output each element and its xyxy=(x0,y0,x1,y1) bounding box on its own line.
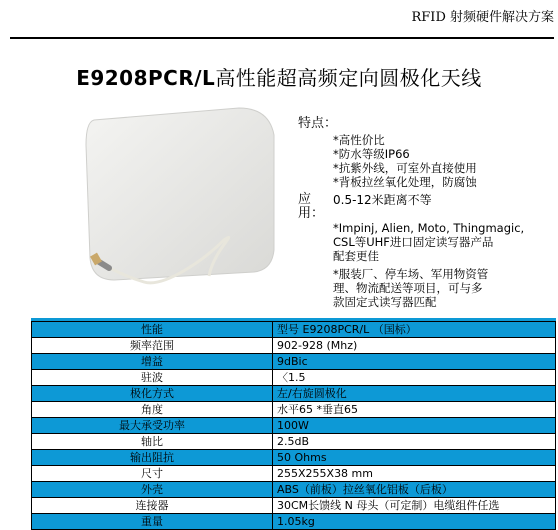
features-block xyxy=(298,117,553,309)
spec-row xyxy=(32,386,556,402)
spec-row xyxy=(32,434,556,450)
spec-label: 极化方式 xyxy=(32,386,273,402)
spec-label: 性能 xyxy=(32,322,273,338)
spec-label: 最大承受功率 xyxy=(32,418,273,434)
spec-value: 100W xyxy=(273,418,556,434)
spec-row xyxy=(32,338,556,354)
feature-item: *防水等级IP66 xyxy=(333,147,410,161)
product-title xyxy=(0,62,558,91)
spec-row xyxy=(32,370,556,386)
feature-item: *高性价比 xyxy=(333,133,385,147)
spec-label: 重量 xyxy=(32,514,273,530)
spec-label: 连接器 xyxy=(32,498,273,514)
spec-row xyxy=(32,354,556,370)
spec-value: 255X255X38 mm xyxy=(273,466,556,482)
spec-row xyxy=(32,450,556,466)
spec-value: 9dBic xyxy=(273,354,556,370)
spec-label: 角度 xyxy=(32,402,273,418)
spec-value: 30CM长馈线 N 母头（可定制）电缆组件任选 xyxy=(273,498,556,514)
spec-value: 左/右旋圆极化 xyxy=(273,386,556,402)
features-heading: 特点： xyxy=(298,116,338,131)
industry-line: 款固定式读写器匹配 xyxy=(333,295,437,309)
header-title: RFID 射频硬件解决方案 xyxy=(411,10,554,25)
spec-row xyxy=(32,418,556,434)
spec-table xyxy=(31,321,556,530)
header-divider xyxy=(10,37,554,39)
spec-value: 1.05kg xyxy=(273,514,556,530)
feature-item: *背板拉丝氧化处理，防腐蚀 xyxy=(333,175,477,189)
spec-row xyxy=(32,322,556,338)
antenna-photo xyxy=(64,100,284,310)
spec-label: 驻波 xyxy=(32,370,273,386)
spec-label: 输出阻抗 xyxy=(32,450,273,466)
spec-label: 外壳 xyxy=(32,482,273,498)
product-model: E9208PCR/L xyxy=(76,66,216,90)
spec-value: 50 Ohms xyxy=(273,450,556,466)
spec-label: 轴比 xyxy=(32,434,273,450)
industry-line: *服装厂、停车场、军用物资管 xyxy=(333,267,489,281)
spec-value: 型号 E9208PCR/L （国标） xyxy=(273,322,556,338)
spec-label: 尺寸 xyxy=(32,466,273,482)
industry-line: 理、物流配送等项目，可与多 xyxy=(333,281,483,295)
application-range: 0.5-12米距离不等 xyxy=(333,193,432,207)
application-line: 配套更佳 xyxy=(333,249,379,263)
spec-value: 〈1.5 xyxy=(273,370,556,386)
spec-label: 频率范围 xyxy=(32,338,273,354)
spec-row xyxy=(32,514,556,530)
spec-row xyxy=(32,466,556,482)
spec-row xyxy=(32,498,556,514)
spec-value: ABS（前板）拉丝氧化铝板（后板） xyxy=(273,482,556,498)
spec-label: 增益 xyxy=(32,354,273,370)
feature-item: *抗紫外线，可室外直接使用 xyxy=(333,161,477,175)
spec-row xyxy=(32,482,556,498)
application-line: *Impinj, Alien, Moto, Thingmagic, xyxy=(333,221,525,235)
spec-row xyxy=(32,402,556,418)
spec-value: 水平65 *垂直65 xyxy=(273,402,556,418)
application-label: 应用： xyxy=(298,192,325,221)
spec-value: 902-928 (Mhz) xyxy=(273,338,556,354)
application-line: CSL等UHF进口固定读写器产品 xyxy=(333,235,494,249)
spec-value: 2.5dB xyxy=(273,434,556,450)
product-description: 高性能超高频定向圆极化天线 xyxy=(215,66,482,90)
